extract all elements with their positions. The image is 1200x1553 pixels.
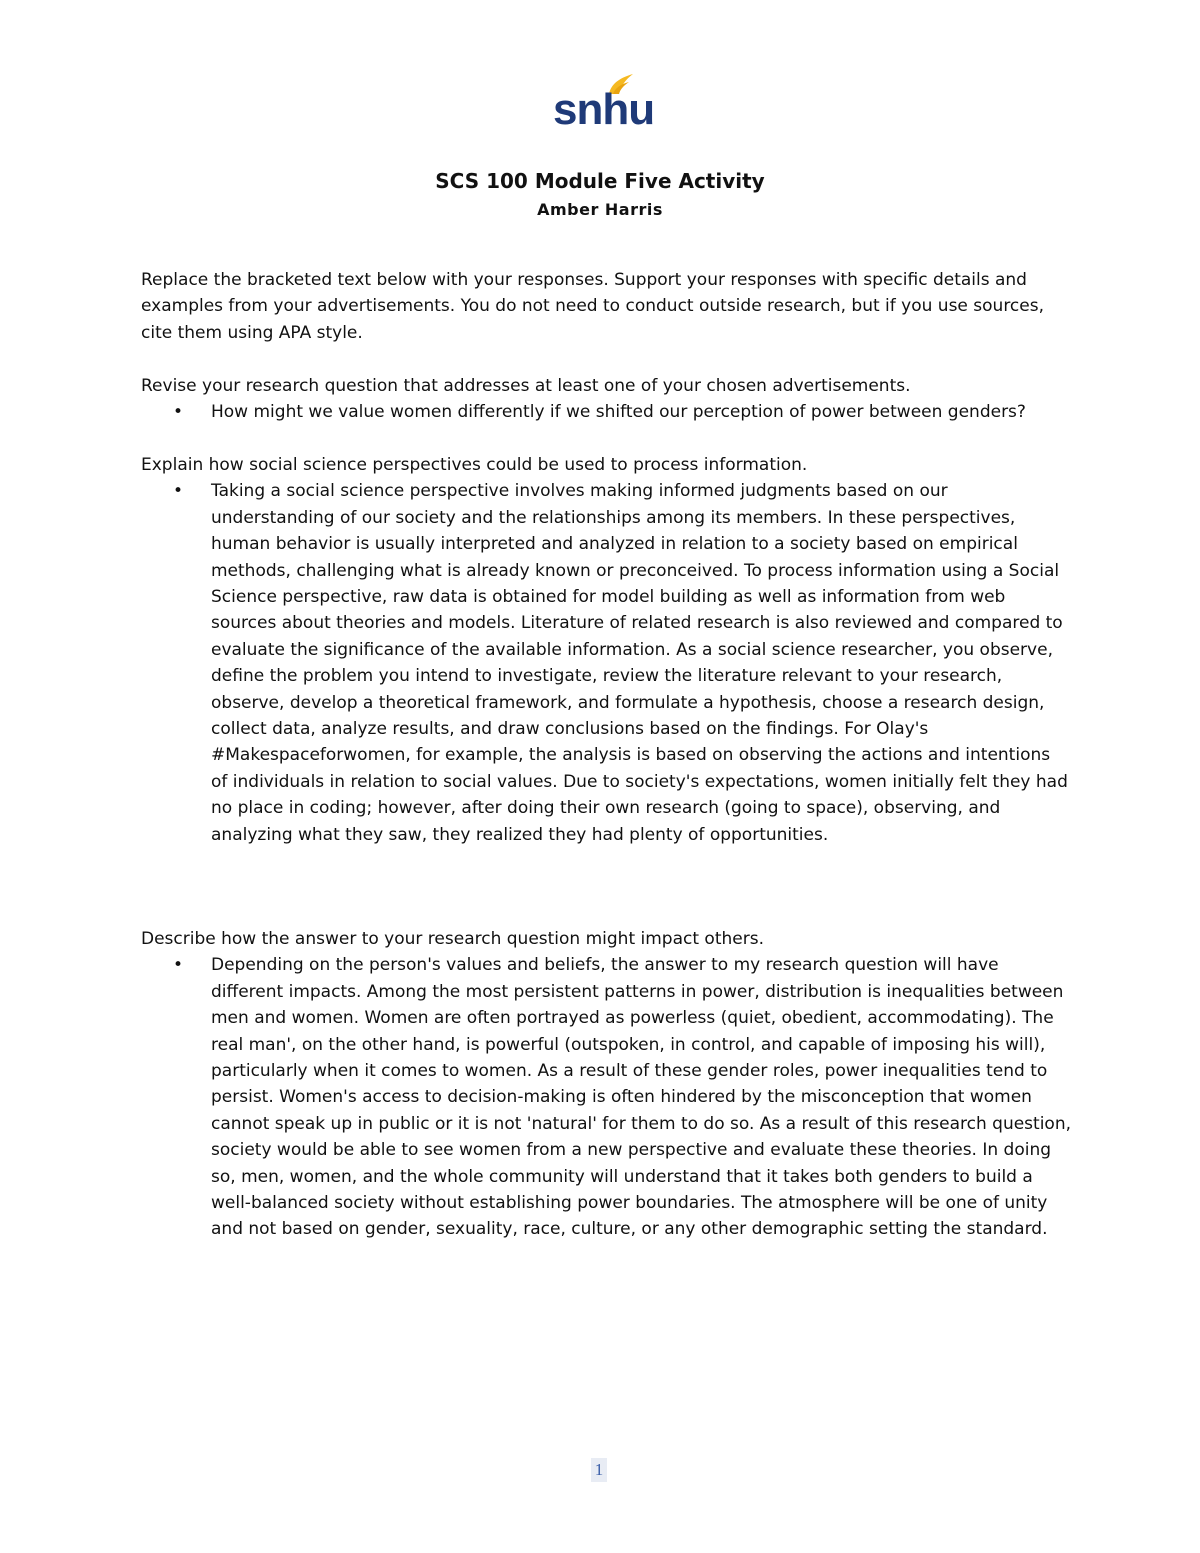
section-research-question (141, 373, 1071, 426)
answer-text: Depending on the person's values and beliefs, the answer to my research question will have different impacts. Among the most persistent patterns in power, distribution is inequalities between men and women. Women are often portrayed as powerless (quiet, obedient, accommodating). The real man', on the other hand, is powerful (outspoken, in control, and capable of imposing his will), particularly when it comes to women. As a result of these gender roles, power inequalities tend to persist. Women's access to decision-making is often hindered by the misconception that women cannot speak up in public or it is not 'natural' for them to do so. As a result of this research question, society would be able to see women from a new perspective and evaluate these theories. In doing so, men, women, and the whole community will understand that it takes both genders to build a well-balanced society without establishing power boundaries. The atmosphere will be one of unity and not based on gender, sexuality, race, culture, or any other demographic setting the standard. (211, 955, 1072, 1240)
bullet-icon: • (173, 955, 184, 976)
answer-bullet (141, 952, 1071, 1242)
section-social-science-perspectives (141, 452, 1071, 848)
answer-text: Taking a social science perspective involves making informed judgments based on our understanding of our society and the relationships among its members. In these perspectives, human behavior is usually interpreted and analyzed in relation to a society based on empirical methods, challenging what is already known or preconceived. To process information using a Social Science perspective, raw data is obtained for model building as well as information from web sources about theories and models. Literature of related research is also reviewed and compared to evaluate the significance of the available information. As a social science researcher, you observe, define the problem you intend to investigate, review the literature relevant to your research, observe, develop a theoretical framework, and formulate a hypothesis, choose a research design, collect data, analyze results, and draw conclusions based on the findings. For Olay's #Makespaceforwomen, for example, the analysis is based on observing the actions and intentions of individuals in relation to social values. Due to society's expectations, women initially felt they had no place in coding; however, after doing their own research (going to space), observing, and analyzing what they saw, they realized they had plenty of opportunities. (211, 481, 1068, 845)
section-prompt: Explain how social science perspectives could be used to process information. (141, 455, 808, 475)
author-name: Amber Harris (537, 200, 663, 219)
section-impact-on-others (141, 926, 1071, 1243)
logo-wordmark: snhu (553, 85, 655, 134)
bullet-icon: • (173, 402, 184, 423)
instructions-paragraph: Replace the bracketed text below with your responses. Support your responses with specific details and examples from your advertisements. You do not need to conduct outside research, but if you use sources, cite them using APA style. (141, 270, 1045, 343)
section-prompt: Revise your research question that addresses at least one of your chosen advertisements. (141, 376, 911, 396)
section-prompt: Describe how the answer to your research question might impact others. (141, 929, 764, 949)
bullet-icon: • (173, 481, 184, 502)
answer-text: How might we value women differently if we shifted our perception of power between genders? (211, 402, 1026, 423)
document-title: SCS 100 Module Five Activity (435, 169, 765, 193)
snhu-logo (553, 72, 655, 134)
answer-bullet (141, 478, 1071, 848)
page-number: 1 (591, 1458, 607, 1482)
answer-bullet (141, 399, 1071, 425)
